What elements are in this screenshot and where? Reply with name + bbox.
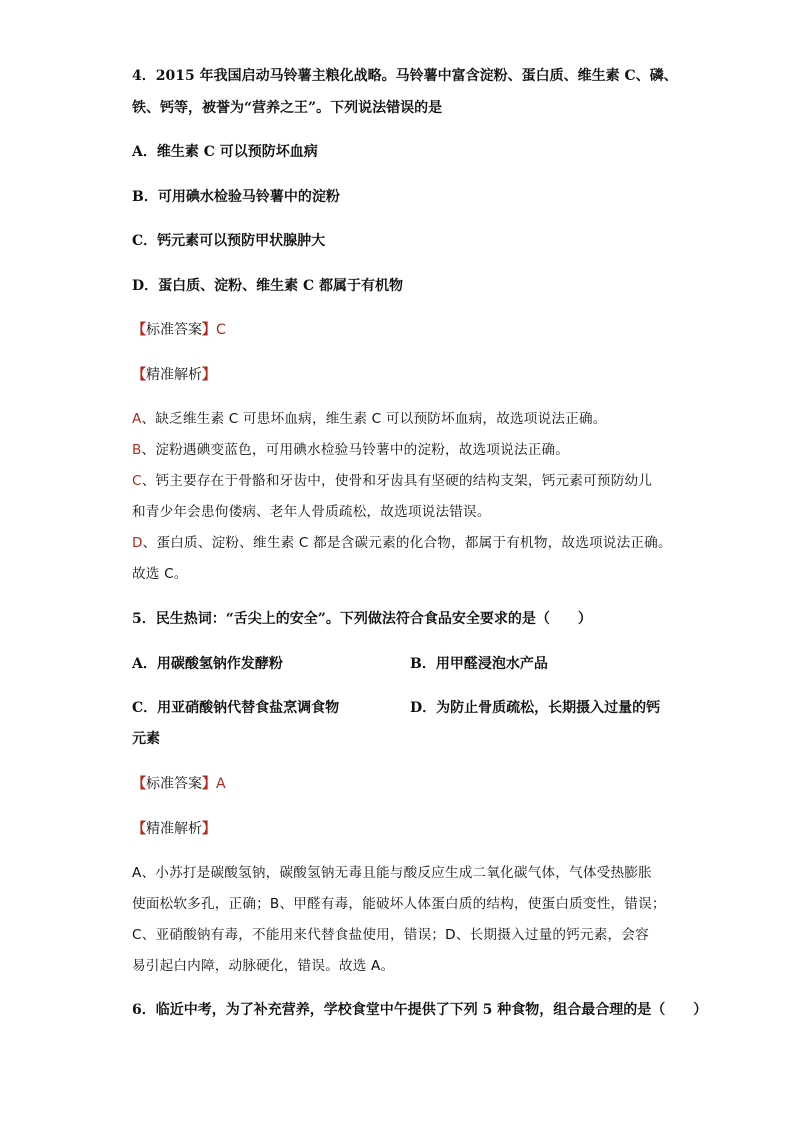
q5-answer-label: 标准答案 bbox=[146, 776, 202, 792]
q4-stem-line2: 铁、钙等，被誉为“营养之王”。下列说法错误的是 bbox=[132, 100, 443, 116]
q4-analysis-line bbox=[132, 502, 491, 522]
q5-analysis-open-bracket: 【 bbox=[132, 821, 146, 837]
q5-analysis-line: 使面松软多孔，正确；B、甲醛有毒，能破坏人体蛋白质的结构，使蛋白质变性，错误； bbox=[132, 896, 666, 912]
q4-answer-value: C bbox=[216, 322, 226, 338]
q4-answer-open-bracket: 【 bbox=[132, 322, 146, 338]
q4-answer-label: 标准答案 bbox=[146, 322, 202, 338]
q4-analysis-text: 、缺乏维生素 C 可患坏血病，维生素 C 可以预防坏血病，故选项说法正确。 bbox=[141, 411, 607, 427]
q4-analysis-line bbox=[132, 533, 672, 553]
q5-option-d: D．为防止骨质疏松，长期摄入过量的钙 bbox=[410, 700, 661, 716]
q5-answer-close-bracket: 】 bbox=[202, 776, 216, 792]
q5-answer bbox=[132, 774, 226, 794]
q4-analysis-line bbox=[132, 409, 607, 429]
q5-option-d-continued: 元素 bbox=[132, 731, 160, 747]
q5-answer-value: A bbox=[216, 776, 226, 792]
q4-analysis-letter: B bbox=[132, 442, 142, 458]
q4-analysis-text: 故选 C。 bbox=[132, 566, 188, 582]
q4-analysis-close-bracket: 】 bbox=[202, 367, 216, 383]
q5-analysis-line: C、亚硝酸钠有毒，不能用来代替食盐使用，错误；D、长期摄入过量的钙元素，会容 bbox=[132, 927, 649, 943]
q4-analysis-label: 精准解析 bbox=[146, 367, 202, 383]
q5-option-a: A．用碳酸氢钠作发酵粉 bbox=[132, 656, 283, 672]
q4-analysis-heading bbox=[132, 365, 216, 385]
q4-option-b: B．可用碘水检验马铃薯中的淀粉 bbox=[132, 189, 340, 205]
q4-option-d: D．蛋白质、淀粉、维生素 C 都属于有机物 bbox=[132, 278, 404, 294]
q4-analysis-line bbox=[132, 471, 652, 491]
q4-analysis-letter: A bbox=[132, 411, 142, 427]
q4-analysis-text: 、钙主要存在于骨骼和牙齿中，使骨和牙齿具有坚硬的结构支架，钙元素可预防幼儿 bbox=[141, 473, 653, 489]
q4-answer bbox=[132, 320, 226, 340]
q4-analysis-text: 、淀粉遇碘变蓝色，可用碘水检验马铃薯中的淀粉，故选项说法正确。 bbox=[141, 442, 570, 458]
q5-stem: 5．民生热词：“舌尖上的安全”。下列做法符合食品安全要求的是（ ） bbox=[132, 611, 592, 627]
q5-analysis-label: 精准解析 bbox=[146, 821, 202, 837]
q4-analysis-line bbox=[132, 564, 188, 584]
q4-analysis-text: 、蛋白质、淀粉、维生素 C 都是含碳元素的化合物，都属于有机物，故选项说法正确。 bbox=[142, 535, 672, 551]
q4-option-a: A．维生素 C 可以预防坏血病 bbox=[132, 144, 318, 160]
q5-answer-open-bracket: 【 bbox=[132, 776, 146, 792]
q4-analysis-letter: D bbox=[132, 535, 143, 551]
q5-option-b: B．用甲醛浸泡水产品 bbox=[410, 656, 548, 672]
q4-stem-line1: 4．2015 年我国启动马铃薯主粮化战略。马铃薯中富含淀粉、蛋白质、维生素 C、磷、 bbox=[132, 68, 678, 84]
q4-option-c: C．钙元素可以预防甲状腺肿大 bbox=[132, 233, 326, 249]
q6-stem: 6．临近中考，为了补充营养，学校食堂中午提供了下列 5 种食物，组合最合理的是（ ） bbox=[132, 1002, 708, 1018]
q4-analysis-text: 和青少年会患佝偻病、老年人骨质疏松，故选项说法错误。 bbox=[132, 504, 491, 520]
q5-analysis-line: A、小苏打是碳酸氢钠，碳酸氢钠无毒且能与酸反应生成二氧化碳气体，气体受热膨胀 bbox=[132, 865, 652, 881]
q5-analysis-heading bbox=[132, 819, 216, 839]
q5-analysis-close-bracket: 】 bbox=[202, 821, 216, 837]
q5-option-c: C．用亚硝酸钠代替食盐烹调食物 bbox=[132, 700, 340, 716]
q4-analysis-open-bracket: 【 bbox=[132, 367, 146, 383]
q4-analysis-line bbox=[132, 440, 569, 460]
q5-analysis-line: 易引起白内障，动脉硬化，错误。故选 A。 bbox=[132, 958, 395, 974]
q4-analysis-letter: C bbox=[132, 473, 142, 489]
q4-answer-close-bracket: 】 bbox=[202, 322, 216, 338]
